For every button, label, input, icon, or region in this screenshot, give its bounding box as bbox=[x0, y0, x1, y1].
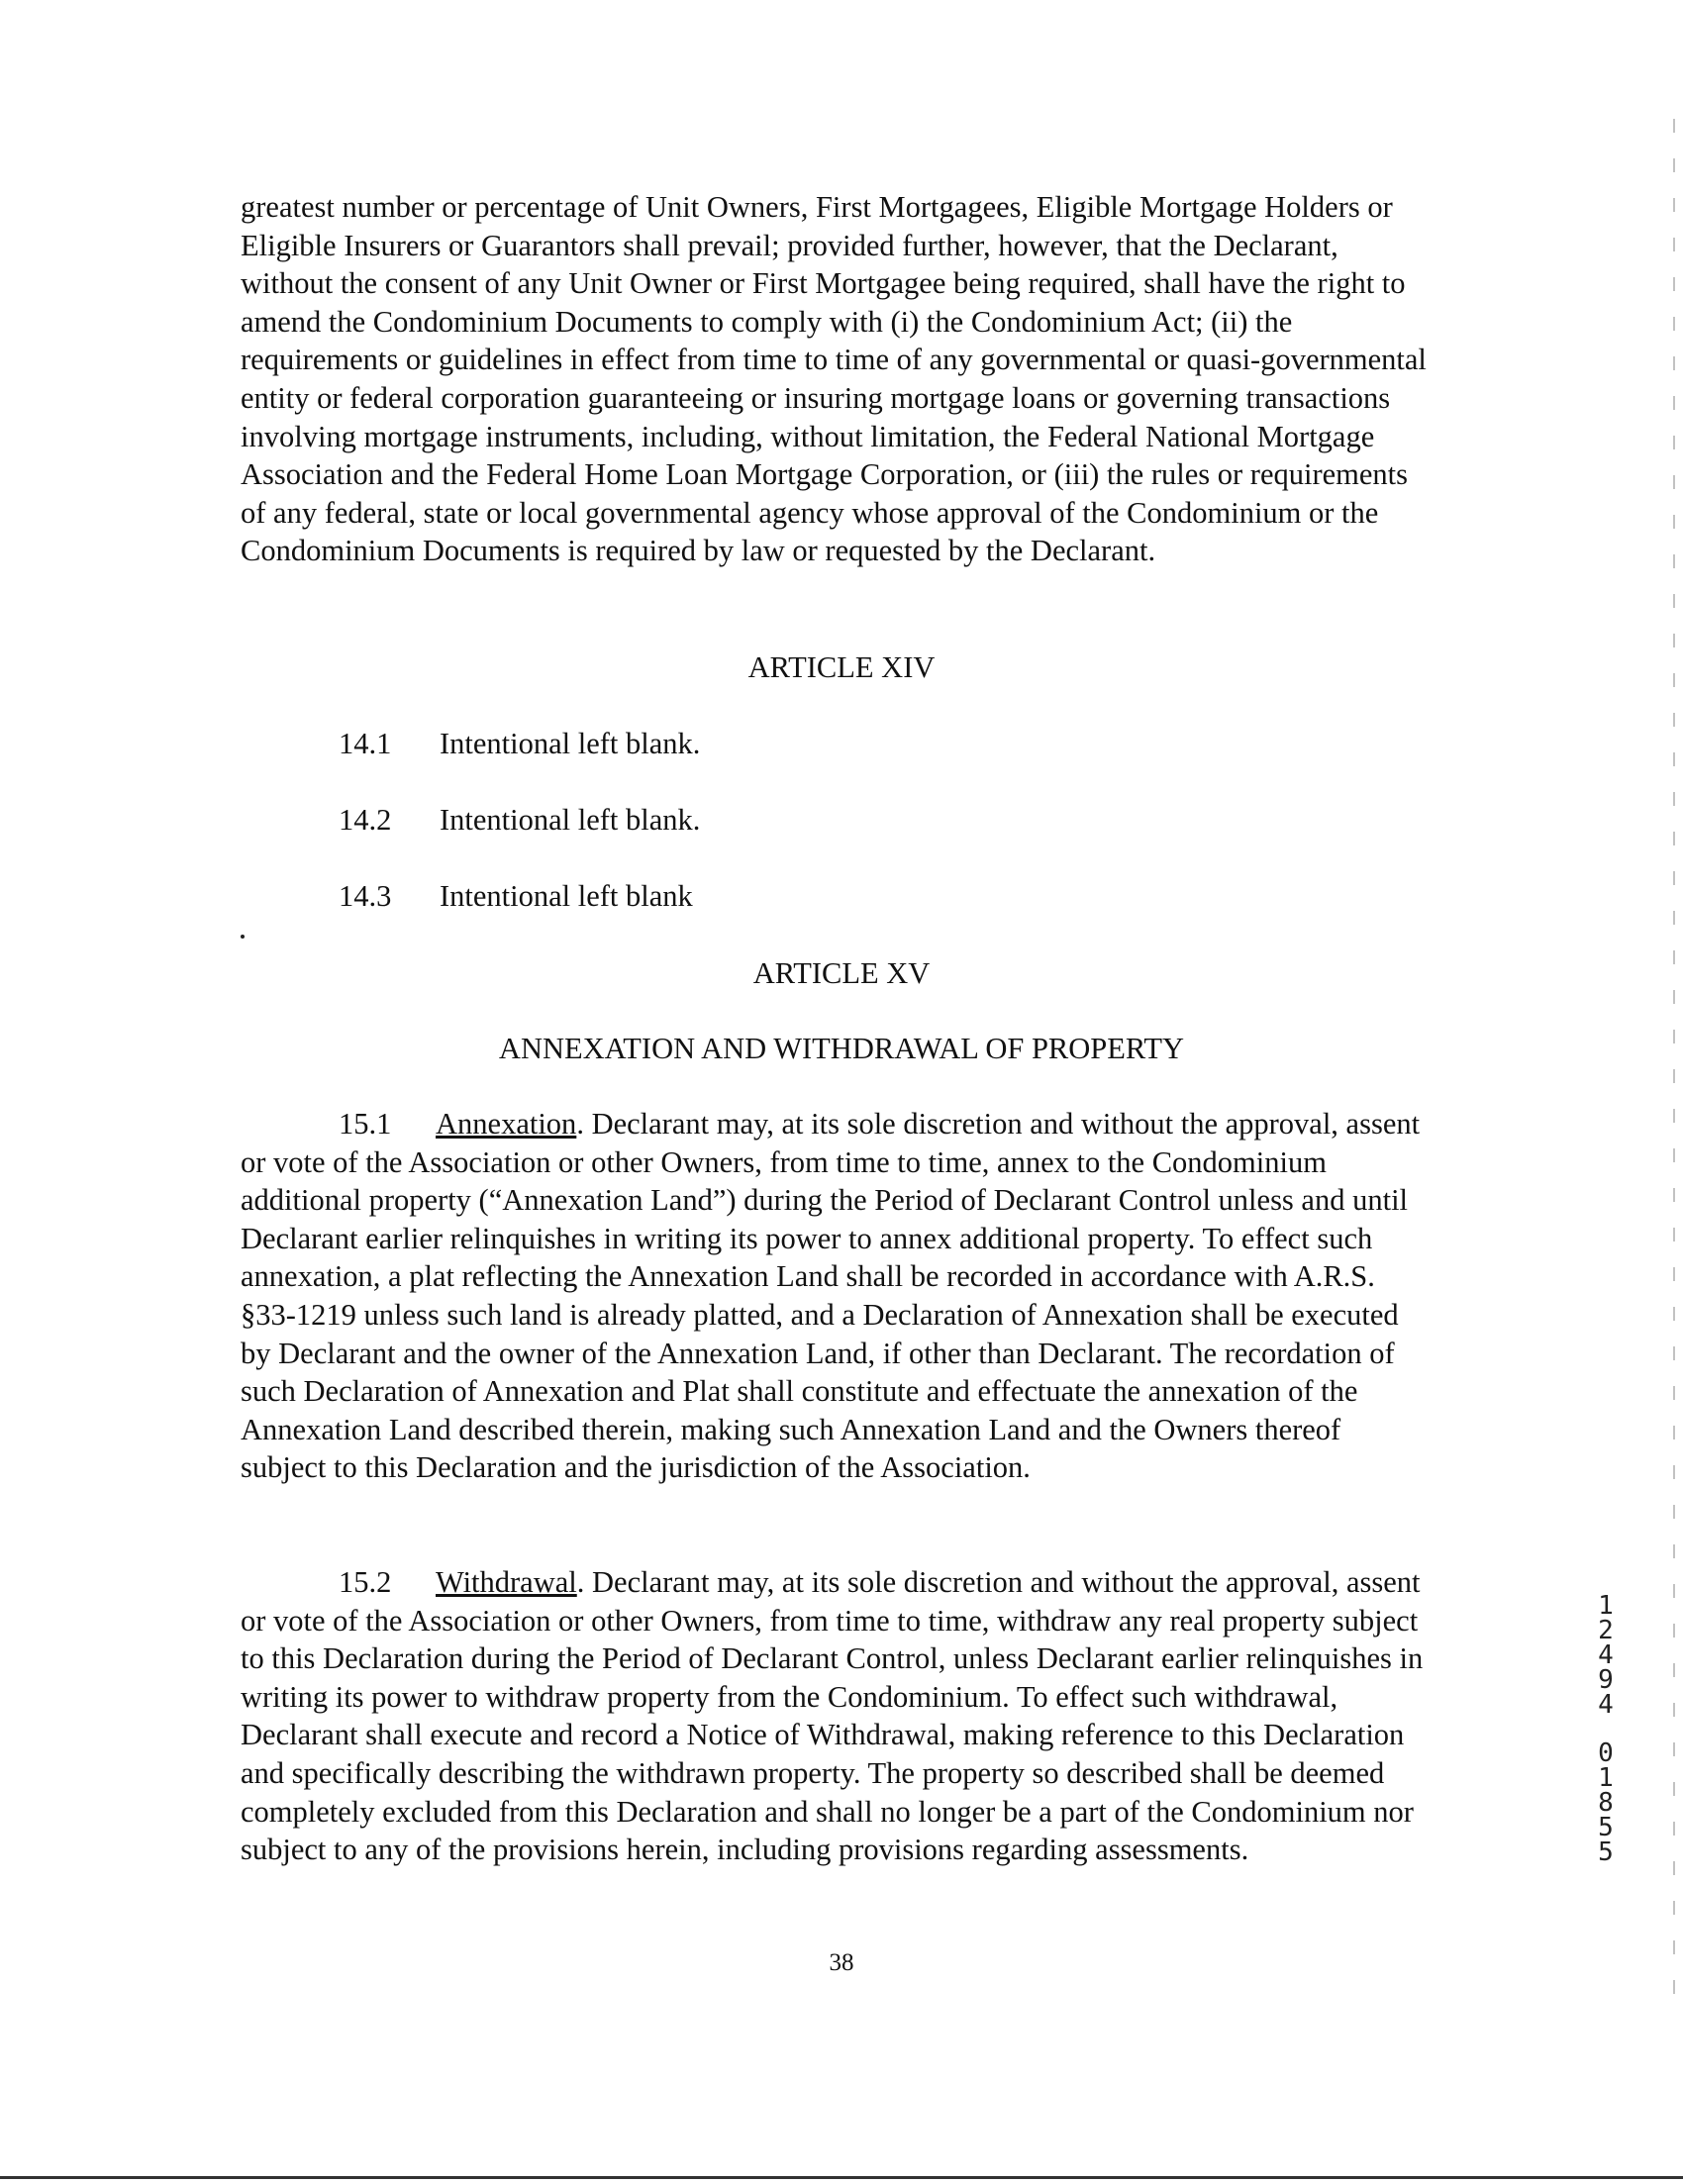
section-number: 15.2 bbox=[339, 1565, 392, 1599]
stamp-digit: 1 bbox=[1598, 1763, 1614, 1793]
section-body: . Declarant may, at its sole discretion and without the approval, assent or vote of the Association or other Owners, from time to time, annex to the Condominium additional property (“Annexation Land”) during the Period of Declarant Control unless and until Declarant earlier relinquishes in writing its power to annex additional property. To effect such annexation, a plat reflecting the Annexation Land shall be recorded in accordance with A.R.S. §33-1219 unless such land is already platted, and a Declaration of Annexation shall be executed by Declarant and the owner of the Annexation Land, if other than Declarant. The recordation of such Declaration of Annexation and Plat shall constitute and effectuate the annexation of the Annexation Land described therein, making such Annexation Land and the Owners thereof subject to this Declaration and the jurisdiction of the Association. bbox=[241, 1107, 1421, 1485]
stamp-digit: 4 bbox=[1598, 1690, 1614, 1720]
scan-bottom-edge bbox=[0, 2176, 1683, 2179]
article-xv-subheading: ANNEXATION AND WITHDRAWAL OF PROPERTY bbox=[498, 1032, 1185, 1065]
section-number: 14.2 bbox=[339, 803, 392, 837]
section-number: 14.3 bbox=[339, 879, 392, 913]
stamp-digit: 5 bbox=[1598, 1813, 1614, 1842]
section-number: 14.1 bbox=[339, 727, 392, 760]
section-text: Intentional left blank. bbox=[440, 727, 701, 760]
section-15-1 bbox=[241, 1105, 1429, 1487]
section-text: Intentional left blank bbox=[440, 879, 693, 913]
continuation-paragraph: greatest number or percentage of Unit Owners, First Mortgagees, Eligible Mortgage Holders or Eligible Insurers or Guarantors shall prevail; provided further, however, that the Declarant, without the consent of any Unit Owner or First Mortgagee being required, shall have the right to amend the Condominium Documents to comply with (i) the Condominium Act; (ii) the requirements or guidelines in effect from time to time of any governmental or quasi-governmental entity or federal corporation guaranteeing or insuring mortgage loans or governing transactions involving mortgage instruments, including, without limitation, the Federal National Mortgage Association and the Federal Home Loan Mortgage Corporation, or (iii) the rules or requirements of any federal, state or local governmental agency whose approval of the Condominium or the Condominium Documents is required by law or requested by the Declarant. bbox=[241, 190, 1427, 568]
stamp-digit: 0 bbox=[1598, 1738, 1614, 1768]
stray-mark bbox=[241, 935, 245, 939]
section-14-1 bbox=[339, 725, 700, 762]
stamp-digit: 8 bbox=[1598, 1788, 1614, 1818]
stamp-digit: 5 bbox=[1598, 1837, 1614, 1867]
section-title: Withdrawal bbox=[436, 1565, 577, 1599]
scan-edge-artifact bbox=[1673, 119, 1675, 2000]
section-number: 15.1 bbox=[339, 1107, 392, 1141]
stamp-digit: 2 bbox=[1598, 1616, 1614, 1645]
section-14-3 bbox=[339, 877, 693, 915]
article-xv-heading: ARTICLE XV bbox=[752, 956, 931, 990]
stamp-digit: 1 bbox=[1598, 1591, 1614, 1621]
article-xiv-heading: ARTICLE XIV bbox=[747, 650, 936, 684]
section-title: Annexation bbox=[436, 1107, 577, 1141]
recording-number-stamp bbox=[1590, 1591, 1622, 1867]
stamp-digit: 4 bbox=[1598, 1640, 1614, 1670]
section-text: Intentional left blank. bbox=[440, 803, 701, 837]
section-14-2 bbox=[339, 801, 700, 839]
page-number: 38 bbox=[829, 1949, 854, 1976]
section-body: . Declarant may, at its sole discretion and without the approval, assent or vote of the Association or other Owners, from time to time, withdraw any real property subject to this Declaration during the Period of Declarant Control, unless Declarant earlier relinquishes in writing its power to withdraw property from the Condominium. To effect such withdrawal, Declarant shall execute and record a Notice of Withdrawal, making reference to this Declaration and specifically describing the withdrawn property. The property so described shall be deemed completely excluded from this Declaration and shall no longer be a part of the Condominium nor subject to any of the provisions herein, including provisions regarding assessments. bbox=[241, 1565, 1424, 1867]
section-15-2 bbox=[241, 1563, 1429, 1869]
stamp-digit: 9 bbox=[1598, 1665, 1614, 1695]
